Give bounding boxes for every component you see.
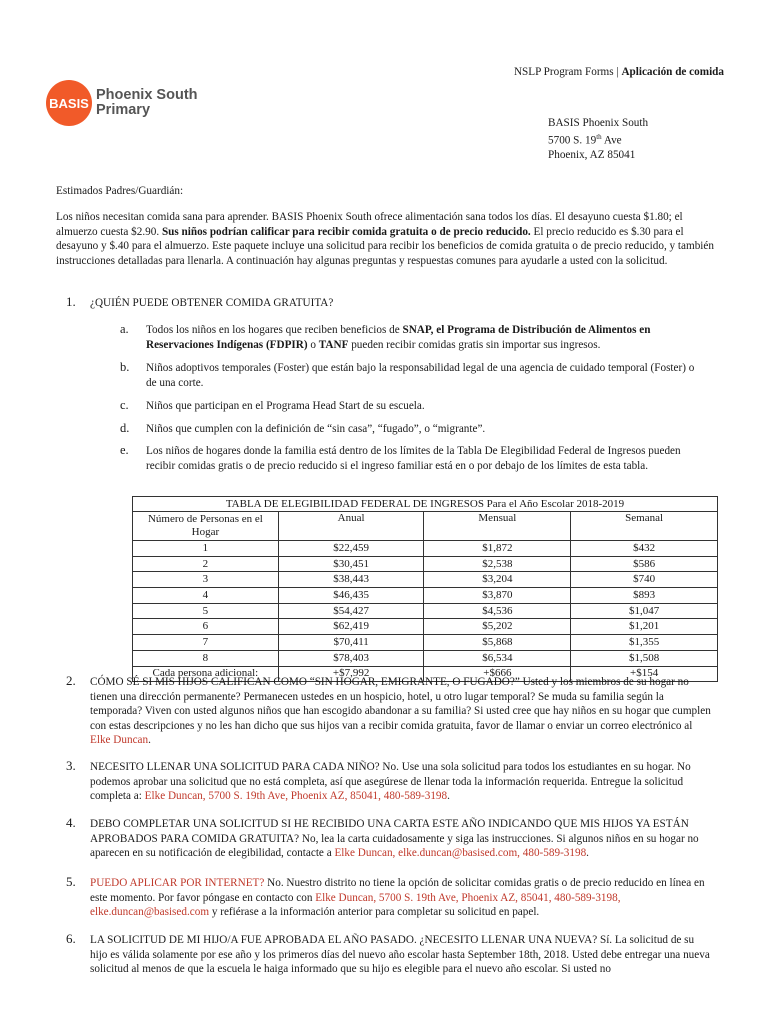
table-cell: 3 (133, 572, 279, 588)
table-cell: $22,459 (278, 541, 424, 557)
table-cell: +$666 (424, 666, 571, 682)
table-cell: 6 (133, 619, 279, 635)
document-header (514, 66, 724, 78)
forms-label: NSLP Program Forms | (513, 66, 619, 78)
table-row (133, 588, 718, 604)
table-row (133, 603, 718, 619)
table-row (133, 650, 718, 666)
contact-link[interactable]: Elke Duncan, 5700 S. 19th Ave, Phoenix AZ, 85041, 480-589-3198 (144, 790, 448, 802)
contact-link[interactable]: Elke Duncan (90, 734, 149, 746)
table-header-row (133, 512, 718, 541)
table-cell: 5 (133, 603, 279, 619)
table-cell: $1,355 (571, 635, 718, 651)
item-1a: a. Todos los niños en los hogares que reciben beneficios de SNAP, el Programa de Distribución de Alimentos en Reservaciones Indígenas (FDPIR) o TANF pueden recibir comidas gratis sin importar sus ingresos. (120, 322, 651, 351)
logo-mark: BASIS (46, 80, 92, 126)
question-6: 6. LA SOLICITUD DE MI HIJO/A FUE APROBADA EL AÑO PASADO. ¿NECESITO LLENAR UNA NUEVA? Sí. La solicitud de su hijo es válida solamente por ese año y los primeros días del nuevo año escolar hasta September 18th, 2018. Usted debe entregar una nueva solicitud al menos de que la escuela le haiga informado que su hijo es elegible para el nuevo año escolar. Si usted no (66, 931, 710, 975)
table-header: Semanal (571, 512, 718, 541)
table-header: Mensual (424, 512, 571, 541)
address-line2: 5700 S. 19th Ave (548, 133, 622, 147)
table-row (133, 635, 718, 651)
income-eligibility-table (132, 496, 718, 682)
question-1: 1. ¿QUIÉN PUEDE OBTENER COMIDA GRATUITA? (66, 296, 714, 312)
contact-link[interactable]: Elke Duncan, elke.duncan@basised.com, 480-589-3198 (334, 847, 587, 859)
table-cell: $3,204 (424, 572, 571, 588)
question-4: 4. DEBO COMPLETAR UNA SOLICITUD SI HE RECIBIDO UNA CARTA ESTE AÑO INDICANDO QUE MIS HIJOS YA ESTÁN APROBADOS PARA COMIDA GRATUITA? No, lea la carta cuidadosamente y siga las instrucciones. Si algunos niños en su hogar no aparecen en su notificación de elegibilidad, contacte a Elke Duncan, elke.duncan@basised.com, 480-589-3198. (66, 815, 699, 859)
table-row (133, 619, 718, 635)
table-cell: $432 (571, 541, 718, 557)
greeting: Estimados Padres/Guardián: (56, 185, 184, 197)
table-cell: $62,419 (278, 619, 424, 635)
table-row (133, 541, 718, 557)
question-3: 3. NECESITO LLENAR UNA SOLICITUD PARA CADA NIÑO? No. Use una sola solicitud para todos los estudiantes en su hogar. No podemos aprobar una solicitud que no está completa, así que asegúrese de llenar toda la información requerida. Entregue la solicitud completa a: Elke Duncan, 5700 S. 19th Ave, Phoenix AZ, 85041, 480-589-3198. (66, 758, 691, 802)
table-cell: 4 (133, 588, 279, 604)
table-cell: $1,201 (571, 619, 718, 635)
logo-line1: Phoenix South (96, 87, 198, 103)
table-header: Número de Personas en el Hogar (133, 512, 279, 541)
table-cell: +$154 (571, 666, 718, 682)
table-cell: $586 (571, 556, 718, 572)
item-1d: d. Niños que cumplen con la definición de “sin casa”, “fugado”, o “migrante”. (120, 421, 486, 435)
table-cell: 7 (133, 635, 279, 651)
table-cell: $5,202 (424, 619, 571, 635)
forms-title: Aplicación de comida (621, 66, 724, 78)
table-title: TABLA DE ELEGIBILIDAD FEDERAL DE INGRESOS Para el Año Escolar 2018-2019 (133, 497, 718, 512)
item-1b: b. Niños adoptivos temporales (Foster) que están bajo la responsabilidad legal de una agencia de cuidado temporal (Foster) o de una corte. (120, 360, 695, 389)
question-2: 2. CÓMO SÉ SI MIS HIJOS CALIFICAN COMO “SIN HOGAR, EMIGRANTE, O FUGADO?” Usted y los miembros de su hogar no tienen una dirección permanente? Permanecen ustedes en un hospicio, hotel, u otro lugar temporal? Se muda su familia según la temporada? Viven con usted algunos niños que han escogido abandonar a su familia? Si usted cree que hay niños en su hogar que cumplen con estas descripciones y no les han dicho que sus hijos van a recibir comida gratuita, favor de llamar o enviar un correo electrónico al Elke Duncan. (66, 673, 711, 746)
table-row (133, 572, 718, 588)
table-cell: +$7,992 (278, 666, 424, 682)
table-cell: $1,047 (571, 603, 718, 619)
table-cell: Cada persona adicional: (133, 666, 279, 682)
table-cell: 8 (133, 650, 279, 666)
table-cell: $6,534 (424, 650, 571, 666)
table-cell: $78,403 (278, 650, 424, 666)
table-header: Anual (278, 512, 424, 541)
table-row (133, 556, 718, 572)
table-cell: $1,508 (571, 650, 718, 666)
item-1c: c. Niños que participan en el Programa Head Start de su escuela. (120, 398, 425, 412)
table-cell: $2,538 (424, 556, 571, 572)
logo-line2: Primary (96, 102, 151, 118)
table-cell: $46,435 (278, 588, 424, 604)
item-1e: e. Los niños de hogares donde la familia está dentro de los límites de la Tabla De Elegibilidad Federal de Ingresos pueden recibir comidas gratis o de precio reducido si el ingreso familiar está en o por debajo de los límites de esta tabla. (120, 443, 681, 472)
table-cell: $1,872 (424, 541, 571, 557)
table-cell: $740 (571, 572, 718, 588)
address-line3: Phoenix, AZ 85041 (548, 148, 636, 161)
table-cell: $5,868 (424, 635, 571, 651)
table-cell: 1 (133, 541, 279, 557)
address-line1: BASIS Phoenix South (548, 117, 649, 129)
table-cell: $70,411 (278, 635, 424, 651)
school-logo (46, 80, 198, 126)
intro-paragraph: Los niños necesitan comida sana para aprender. BASIS Phoenix South ofrece alimentación sana todos los días. El desayuno cuesta $1.80; el almuerzo cuesta $2.90. Sus niños podrían calificar para recibir comida gratuita o de precio reducido. El precio reducido es $.30 para el desayuno y $.40 para el almuerzo. Este paquete incluye una solicitud para recibir los beneficios de comida gratuita o de precio reducido, y también instrucciones detalladas para llenarla. A continuación hay algunas preguntas y respuestas comunes para ayudarle a usted con la solicitud. (56, 211, 714, 267)
logo-text (96, 88, 198, 118)
table-cell: $4,536 (424, 603, 571, 619)
table-cell: $893 (571, 588, 718, 604)
school-address (548, 116, 648, 162)
table-cell: $30,451 (278, 556, 424, 572)
table-cell: $3,870 (424, 588, 571, 604)
table-cell: $54,427 (278, 603, 424, 619)
question-1-title: ¿QUIÉN PUEDE OBTENER COMIDA GRATUITA? (90, 297, 334, 309)
contact-link[interactable]: Elke Duncan, 5700 S. 19th Ave, Phoenix AZ, 85041, 480-589-3198, elke.duncan@basised.com (90, 891, 621, 918)
table-cell: 2 (133, 556, 279, 572)
table-cell: $38,443 (278, 572, 424, 588)
question-5: 5. PUEDO APLICAR POR INTERNET? No. Nuestro distrito no tiene la opción de solicitar comidas gratis o de precio reducido en línea en este momento. Por favor póngase en contacto con Elke Duncan, 5700 S. 19th Ave, Phoenix AZ, 85041, 480-589-3198, elke.duncan@basised.com y refiérase a la información anterior para completar su solicitud en papel. (66, 874, 705, 918)
